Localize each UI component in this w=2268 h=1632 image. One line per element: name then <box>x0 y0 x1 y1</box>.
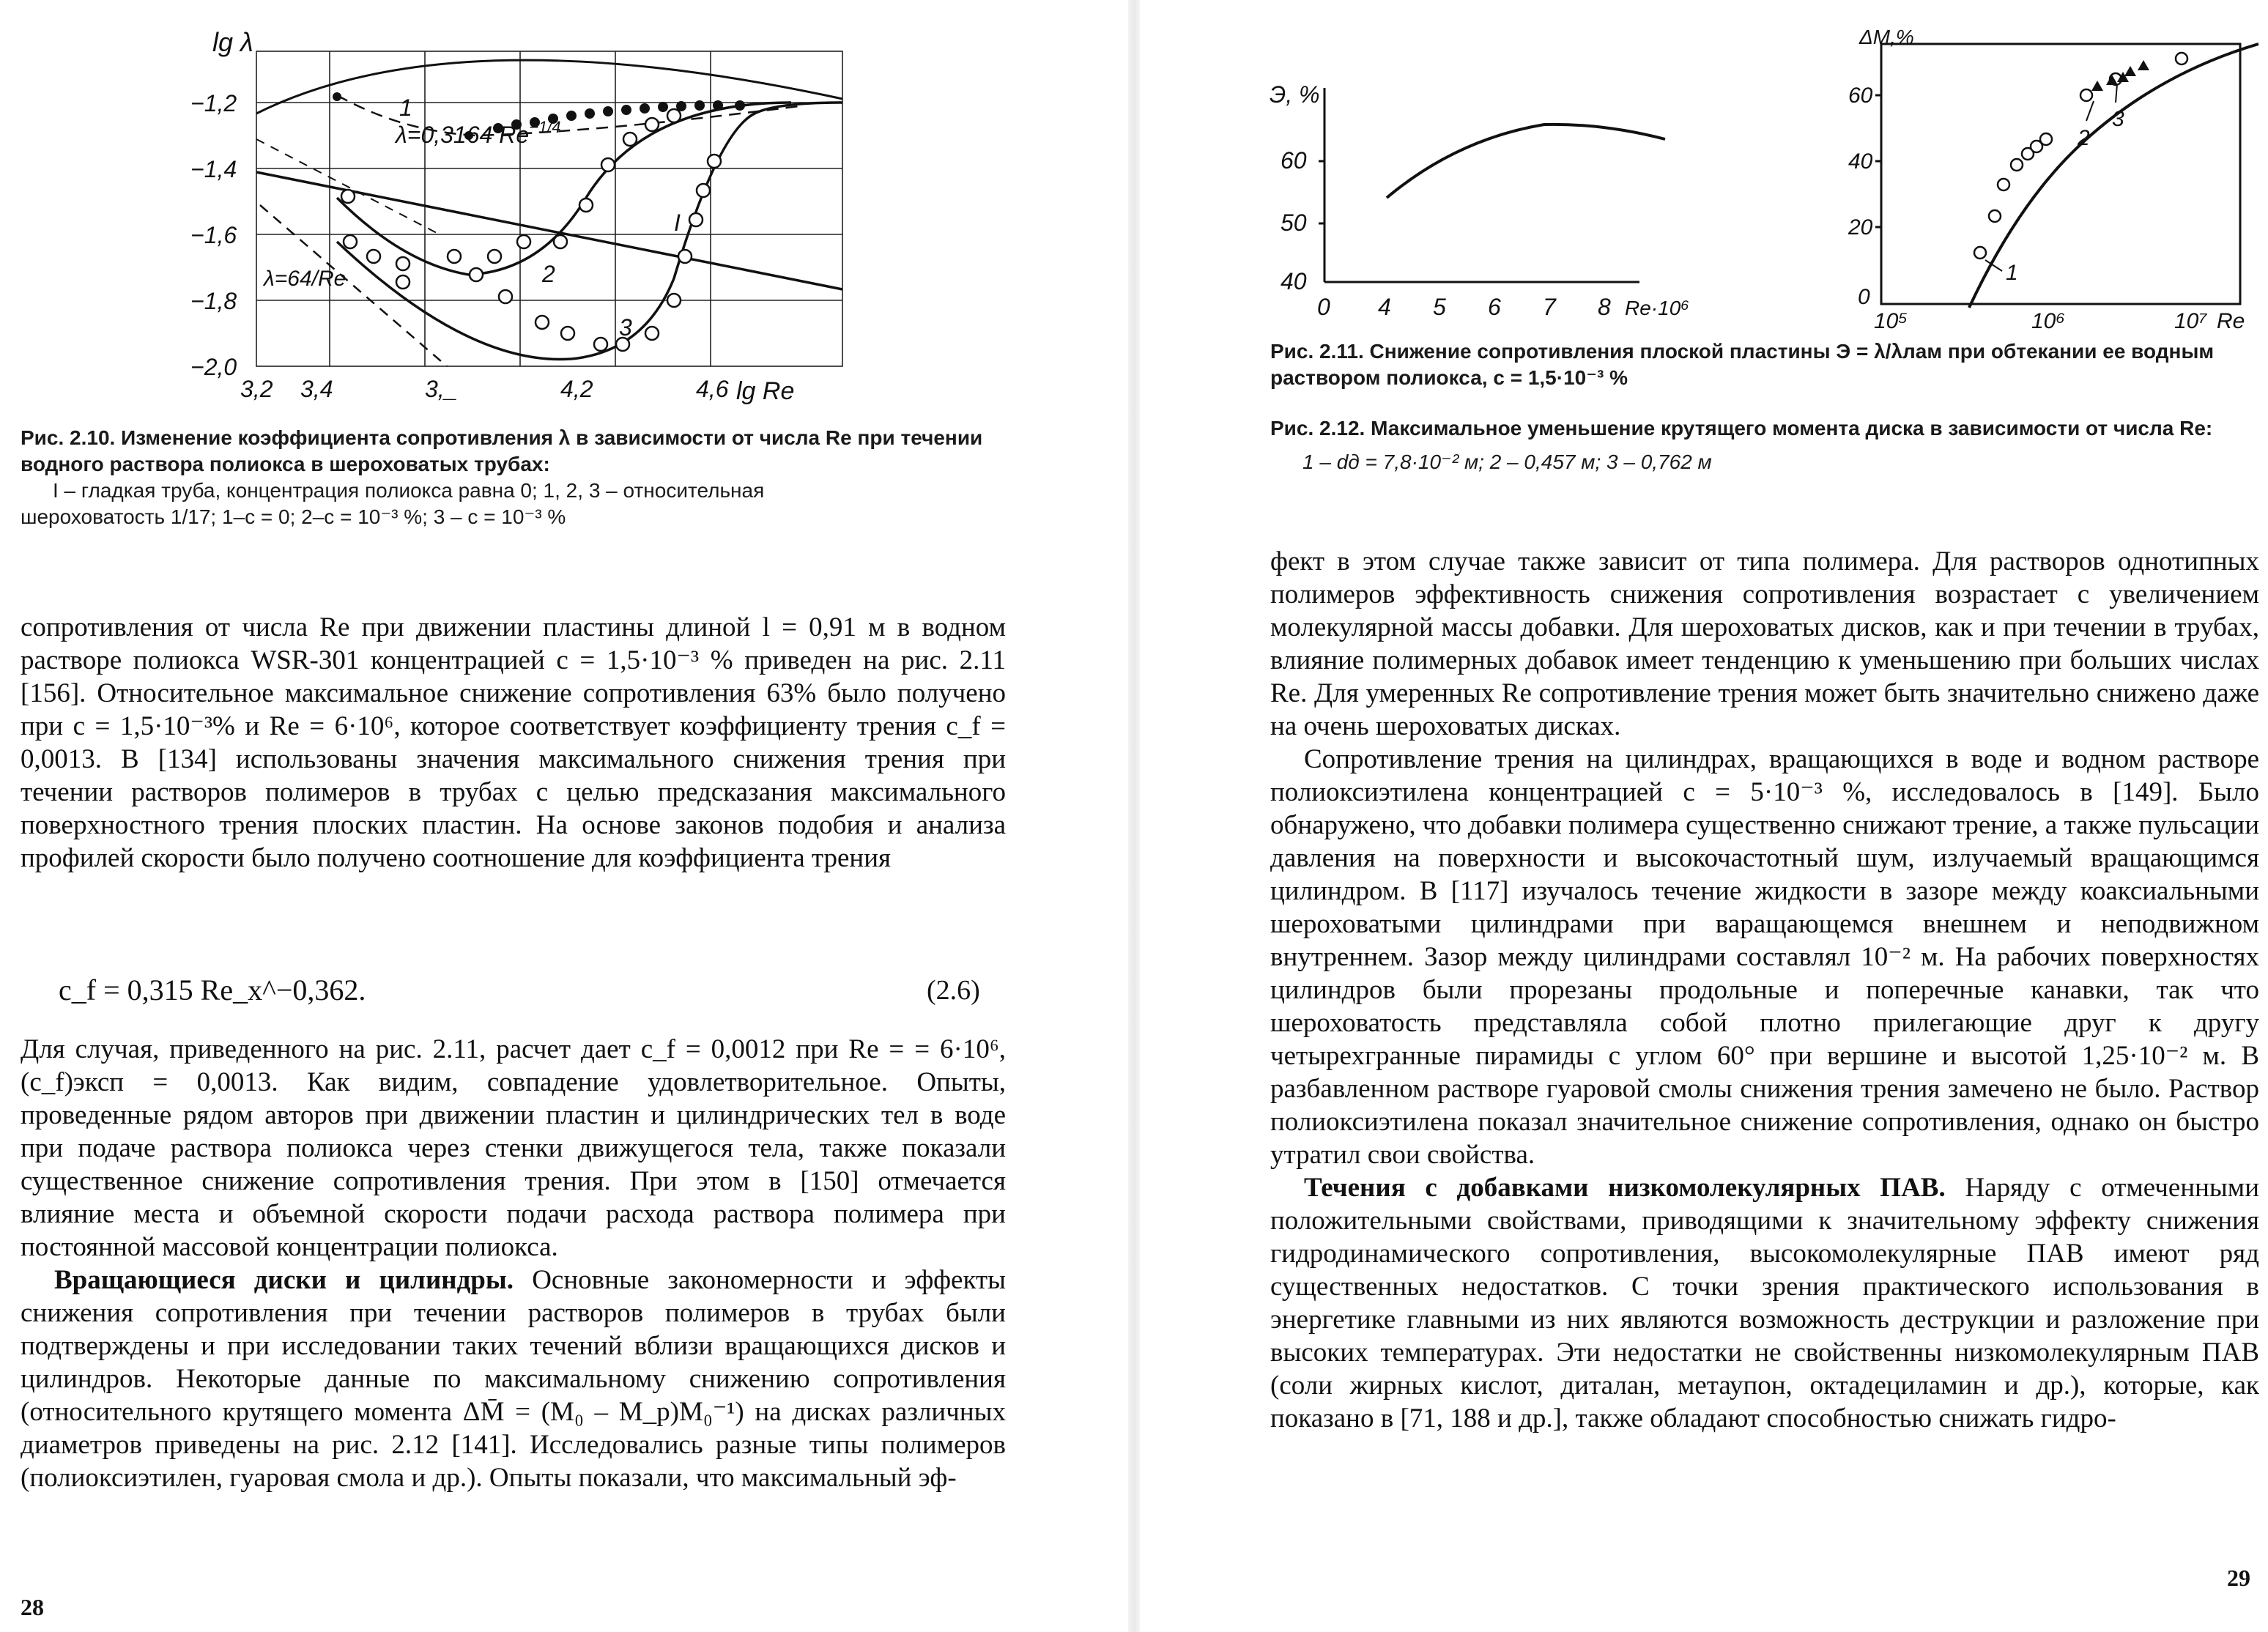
y-axis-label: lg λ <box>212 27 253 57</box>
x-tick-label: 4,6 <box>696 376 729 402</box>
right-text <box>1270 545 2259 1435</box>
curve-label-3: 3 <box>619 314 632 341</box>
y-tick-label: −1,6 <box>190 222 237 248</box>
x-tick-label: 0 <box>1317 294 1330 320</box>
drag-reduction-curve <box>1387 125 1665 198</box>
paragraph-disks <box>21 1264 1006 1494</box>
curve-label-I: I <box>674 209 681 236</box>
curve-label-2: 2 <box>2078 126 2090 150</box>
figure-2-11 <box>1266 73 1689 337</box>
y-tick-label: −1,8 <box>190 288 237 314</box>
x-tick-label: 6 <box>1488 294 1501 320</box>
curve-label-1: 1 <box>2006 261 2018 285</box>
x-tick-label: 10⁶ <box>2031 309 2065 333</box>
plot-frame <box>1881 44 2240 304</box>
equation-number: (2.6) <box>927 975 980 1006</box>
curve-label-3: 3 <box>2112 107 2124 131</box>
paragraph: Сопротивление трения на цилиндрах, вращающихся в воде и водном растворе полиоксиэтилена концентрацией c = 5·10⁻³ %, исследовалось в [149]. Было обнаружено, что добавки полимера существенно снижают трение, а также пульсации давления на поверхности и высокочастотный шум, излучаемый вращающимся цилиндром. В [117] изучалось течение жидкости в зазоре между коаксиальными шероховатыми цилиндрами при варащающемся внешнем и неподвижном внутреннем. Зазор между цилиндрами составлял 10⁻² м. На рабочих поверхностях цилиндров были прорезаны продольные и поперечные канавки, так что шероховатость представляла собой плотно прилегающие друг к другу четырехгранные пирамиды с углом 60° при вершине и высотой 1,25·10⁻² м. В разбавленном растворе гуаровой смолы снижения трения замечено не было. Раствор полиоксиэтилена показал значительное снижение сопротивления, однако он быстро утратил свои свойства. <box>1270 744 2259 1170</box>
y-tick-label: 40 <box>1848 149 1873 174</box>
y-axis-label: Э, % <box>1270 81 1320 108</box>
caption-2-12-title: Рис. 2.12. Максимальное уменьшение крутящего момента диска в зависимости от числа Re: <box>1270 417 2213 439</box>
page-number-right: 29 <box>2227 1565 2250 1591</box>
paragraph: сопротивления от числа Re при движении пластины длиной l = 0,91 м в водном растворе полиокса WSR-301 концентрацией c = 1,5·10⁻³ % приведен на рис. 2.11 [156]. Относительное максимальное снижение сопротивления 63% было получено при c = 1,5·10⁻³% и Re = 6·10⁶, которое соответствует коэффициенту трения c_f = 0,0013. В [134] использованы значения максимального снижения трения при течении растворов полимеров в трубах с целью предсказания максимального поверхностного трения плоских пластин. На основе законов подобия и анализа профилей скорости было получено соотношение для коэффициента трения <box>21 612 1006 873</box>
figure-2-12 <box>1779 15 2255 333</box>
paragraph: фект в этом случае также зависит от типа полимера. Для растворов однотипных полимеров эффективность снижения сопротивления возрастает с увеличением молекулярной массы добавки. Для шероховатых дисков, как и при течении в трубах, влияние полимерных добавок имеет тенденцию к уменьшению при больших числах Re. Для умеренных Re сопротивление трения может быть значительно снижено даже на очень шероховатых дисках. <box>1270 546 2259 741</box>
caption-2-10-legend-1: I – гладкая труба, концентрация полиокса равна 0; 1, 2, 3 – относительная <box>53 479 765 502</box>
laminar-line-upper <box>256 139 440 234</box>
figure-2-10 <box>161 22 857 410</box>
figure-2-11-chart <box>1266 73 1689 337</box>
y-tick-label: 20 <box>1848 215 1873 240</box>
right-page <box>1134 0 2268 1632</box>
paragraph-pav <box>1270 1171 2259 1435</box>
x-tick-label: 10⁵ <box>1874 309 1908 333</box>
x-tick-label: 8 <box>1598 294 1611 320</box>
curve-label-1: 1 <box>399 94 412 121</box>
x-tick-label: 10⁷ <box>2174 309 2207 333</box>
figure-2-12-chart <box>1779 15 2255 333</box>
label-blasius: λ=0,3164 $Re^{-1/4}$ <box>396 118 561 148</box>
y-tick-label: 50 <box>1281 209 1307 236</box>
x-axis-label: Re <box>2217 309 2245 333</box>
left-text-mid <box>21 1033 1006 1494</box>
curve-top <box>256 60 842 114</box>
x-tick-label: 3,4 <box>300 376 333 402</box>
y-tick-label: 60 <box>1281 147 1307 174</box>
caption-2-10-legend-2: шероховатость 1/17; 1–c = 0; 2–c = 10⁻³ %; 3 – c = 10⁻³ % <box>21 505 566 528</box>
page-number-left: 28 <box>21 1594 44 1620</box>
figure-2-11-caption: Рис. 2.11. Снижение сопротивления плоской пластины Э = λ/λлам при обтекании ее водным раствором полиокса, c = 1,5·10⁻³ % <box>1270 340 2215 389</box>
caption-2-12-legend: 1 – dд = 7,8·10⁻² м; 2 – 0,457 м; 3 – 0,762 м <box>1302 450 1712 473</box>
y-axis-label: ΔM,% <box>1859 26 1914 48</box>
paragraph: Для случая, приведенного на рис. 2.11, расчет дает c_f = 0,0012 при Re = = 6·10⁶, (c_f)эксп = 0,0013. Как видим, совпадение удовлетворительное. Опыты, проведенные рядом авторов при движении пластин и цилиндрических тел в воде при подаче раствора полиокса через стенки движущегося тела, также показали существенное снижение сопротивления трения. При этом в [150] отмечается влияние места и объемной скорости подачи расхода раствора полимера при постоянной массовой концентрации полиокса. <box>21 1034 1006 1262</box>
y-tick-label: 0 <box>1858 285 1870 309</box>
y-tick-label: 60 <box>1848 84 1873 108</box>
figure-2-10-caption <box>21 425 1006 530</box>
x-tick-label: 3,2 <box>240 376 273 402</box>
pav-text: Наряду с отмеченными положительными свойствами, приводящими к значительному эффекту снижения гидродинамического сопротивления, высокомолекулярные ПАВ имеют ряд существенных недостатков. С точки зрения практического использования в энергетике главными из них являются возможность деструкции и разложение при высоких температурах. Эти недостатки не свойственны низкомолекулярным ПАВ (соли жирных кислот, диталан, метаупон, октадециламин и др.), которые, как показано в [71, 188 и др.], также обладают способностью снижать гидро- <box>1270 1173 2260 1433</box>
figure-2-12-caption <box>1270 415 2259 475</box>
label-laminar: λ=64/Re <box>264 267 346 291</box>
y-tick-label: 40 <box>1281 268 1307 294</box>
formula-2-6: c_f = 0,315 Re_x^−0,362. <box>59 973 366 1006</box>
x-axis-label: Re·10⁶ <box>1625 297 1689 319</box>
figure-2-10-chart <box>161 22 857 410</box>
x-tick-label: 7 <box>1543 294 1556 320</box>
heading-disks: Вращающиеся диски и цилиндры. <box>54 1265 514 1295</box>
x-tick-label: 4,2 <box>560 376 593 402</box>
x-tick-label: 5 <box>1433 294 1446 320</box>
y-tick-label: −1,4 <box>190 156 237 182</box>
x-axis-label: lg Re <box>736 377 795 405</box>
x-tick-label: 3,_ <box>425 376 458 402</box>
y-tick-label: −2,0 <box>190 354 237 380</box>
caption-2-10-title: Рис. 2.10. Изменение коэффициента сопротивления λ в зависимости от числа Re при течении водного раствора полиокса в шероховатых трубах: <box>21 426 983 475</box>
disks-text: Основные закономерности и эффекты снижения сопротивления при течении растворов полимеров в трубах были подтверждены и при исследовании таких течений вблизи вращающихся дисков и цилиндров. Некоторые данные по максимальному снижению сопротивления (относительного крутящего момента ΔM̄ = (M₀ – M_p)M₀⁻¹) на дисках различных диаметров приведены на рис. 2.12 [141]. Исследовались разные типы полимеров (полиоксиэтилен, гуаровая смола и др.). Опыты показали, что максимальный эф- <box>21 1265 1006 1493</box>
curve-label-2: 2 <box>542 261 555 287</box>
left-text-top <box>21 611 1006 875</box>
x-tick-label: 4 <box>1378 294 1391 320</box>
open-points <box>1974 53 2187 259</box>
y-tick-label: −1,2 <box>190 90 237 116</box>
heading-pav: Течения с добавками низкомолекулярных ПАВ. <box>1304 1173 1946 1203</box>
